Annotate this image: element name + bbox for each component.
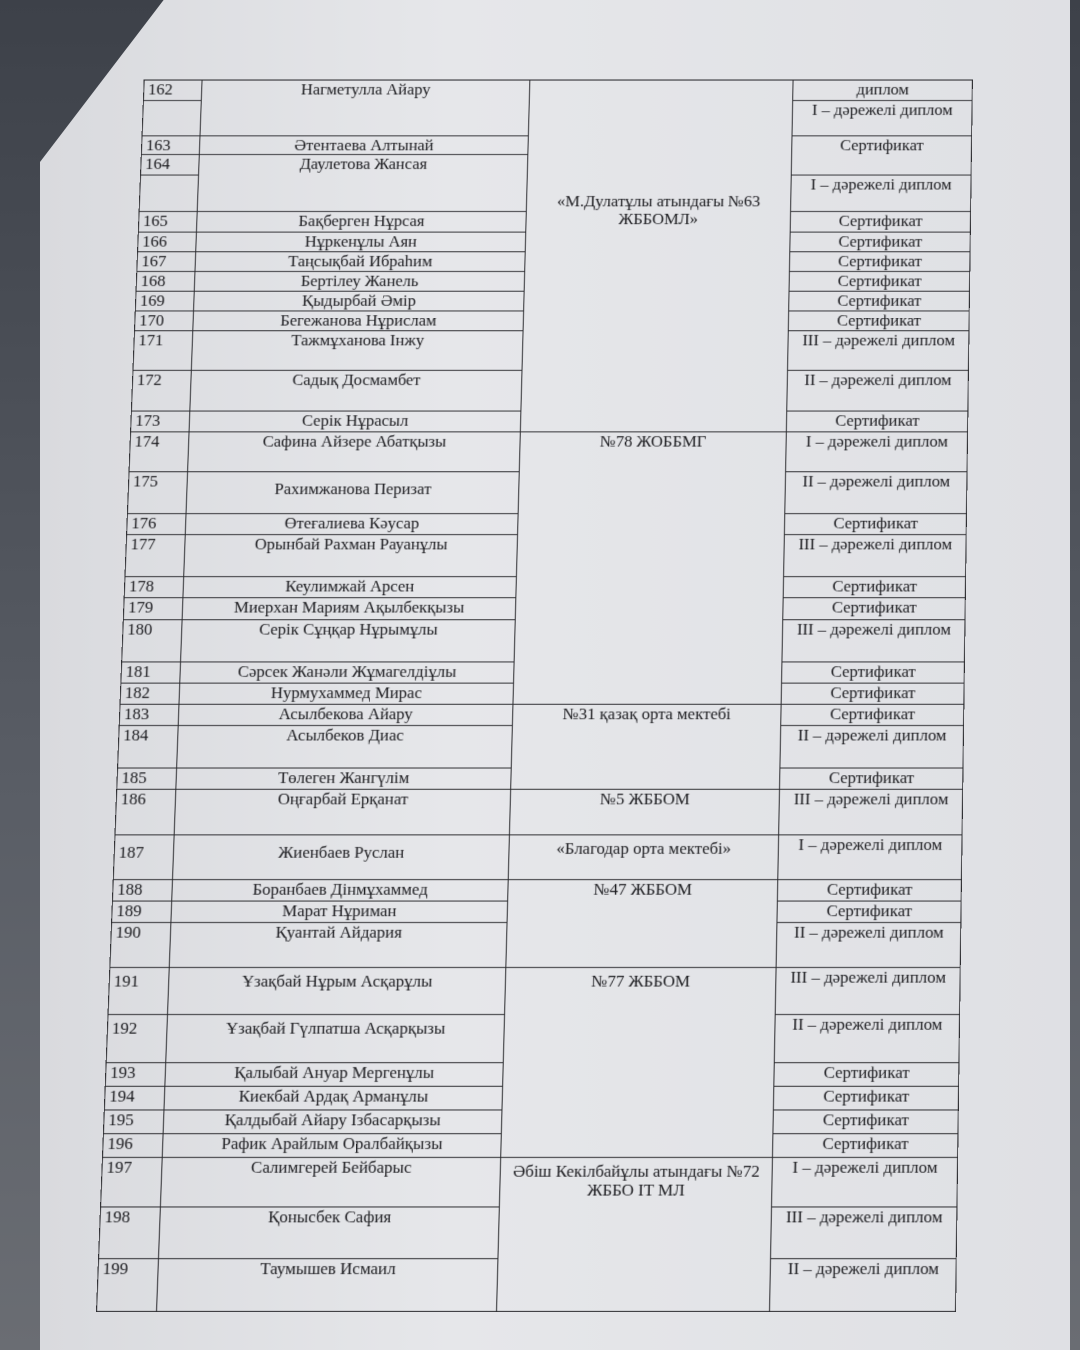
row-number: 181 <box>121 662 181 683</box>
award-cell: Сертификат <box>774 1086 959 1110</box>
student-name: Ұзақбай Гүлпатша Асқарқызы <box>166 1015 504 1062</box>
student-name: Ұзақбай Нұрым Асқарұлы <box>168 968 506 1015</box>
row-number: 175 <box>127 472 188 514</box>
row-number: 179 <box>123 598 183 619</box>
award-cell: Сертификат <box>780 768 963 789</box>
school-cell: Әбіш Кекілбайұлы атындағы №72 ЖББО IT МЛ <box>496 1157 772 1311</box>
student-name: Рафик Арайлым Оралбайқызы <box>163 1134 502 1158</box>
award-cell: Сертификат <box>790 252 970 272</box>
student-name: Қалдыбай Айару Ізбасарқызы <box>164 1110 502 1134</box>
award-cell: I – дәрежелі диплом <box>792 101 972 137</box>
table-row <box>129 432 968 472</box>
award-cell: I – дәрежелі диплом <box>778 834 962 879</box>
student-name: Оңғарбай Ерқанат <box>175 790 511 835</box>
table-row <box>115 790 963 835</box>
student-name: Даулетова Жансая <box>198 155 528 211</box>
student-name: Асылбеков Диас <box>177 726 512 769</box>
row-number: 191 <box>108 968 170 1015</box>
row-number: 195 <box>103 1110 164 1134</box>
student-name: Бақберген Нұрсая <box>197 211 526 232</box>
student-name: Тажмұханова Інжу <box>192 331 523 371</box>
award-cell: Сертификат <box>781 704 964 725</box>
student-name: Қонысбек Сафия <box>159 1207 499 1259</box>
award-cell: II – дәрежелі диплом <box>776 922 960 967</box>
award-cell: II – дәрежелі диплом <box>775 1015 960 1062</box>
row-number: 166 <box>138 232 197 252</box>
student-name: Таңсықбай Ибраһим <box>195 252 525 272</box>
row-number: 199 <box>97 1259 159 1311</box>
student-name: Бертілеу Жанель <box>195 271 525 291</box>
school-cell: №5 ЖББОМ <box>509 790 780 835</box>
student-name: Марат Нұриман <box>171 901 507 923</box>
school-cell: «Благодар орта мектебі» <box>508 834 779 879</box>
student-name: Нагметулла Айару <box>200 80 529 136</box>
row-number: 190 <box>110 922 171 967</box>
award-cell: I – дәрежелі диплом <box>786 432 968 472</box>
award-cell: Сертификат <box>781 683 964 704</box>
student-name: Серік Нұрасыл <box>189 411 520 432</box>
award-cell: Сертификат <box>789 271 969 291</box>
award-cell: Сертификат <box>778 879 962 901</box>
student-name: Сафина Айзере Абатқызы <box>188 432 520 472</box>
student-name: Бегежанова Нұрислам <box>193 311 523 331</box>
student-name: Төлеген Жангүлім <box>176 768 511 789</box>
award-cell: II – дәрежелі диплом <box>787 371 968 411</box>
row-number: 194 <box>104 1086 165 1110</box>
award-cell: Сертификат <box>783 598 965 619</box>
row-number: 164 <box>141 155 200 176</box>
student-name: Әтентаева Алтынай <box>200 136 528 155</box>
row-number: 198 <box>99 1207 161 1259</box>
award-cell: III – дәрежелі диплом <box>784 535 966 577</box>
row-number: 180 <box>122 619 183 661</box>
row-number: 165 <box>138 211 197 232</box>
award-cell: Сертификат <box>774 1062 959 1086</box>
school-cell: №77 ЖББОМ <box>501 968 777 1158</box>
student-name: Нурмухаммед Мирас <box>179 683 513 704</box>
table-row <box>108 968 960 1015</box>
table-row <box>113 834 962 879</box>
row-number: 170 <box>134 311 193 331</box>
student-name: Қалыбай Ануар Мергенұлы <box>165 1062 503 1086</box>
award-cell: III – дәрежелі диплом <box>771 1207 957 1259</box>
award-cell: Сертификат <box>787 411 968 432</box>
student-name: Кеулимжай Арсен <box>183 577 516 598</box>
row-number <box>142 101 202 137</box>
award-cell: I – дәрежелі диплом <box>791 175 971 211</box>
student-name: Нұркенұлы Аян <box>196 232 525 252</box>
award-cell: III – дәрежелі диплом <box>782 619 965 661</box>
award-cell: диплом <box>793 80 972 101</box>
student-name: Серік Сұңқар Нұрымұлы <box>181 619 515 661</box>
student-name: Киекбай Ардақ Арманұлы <box>164 1086 502 1110</box>
award-cell: III – дәрежелі диплом <box>776 968 961 1015</box>
student-name: Миерхан Мариям Ақылбекқызы <box>183 598 516 619</box>
award-cell: II – дәрежелі диплом <box>780 726 963 769</box>
award-cell: II – дәрежелі диплом <box>785 472 967 514</box>
table-row <box>119 704 964 725</box>
table-row <box>101 1157 958 1207</box>
award-cell: Сертификат <box>777 901 961 923</box>
row-number: 163 <box>141 136 200 155</box>
row-number: 178 <box>124 577 184 598</box>
award-cell: Сертификат <box>792 136 972 175</box>
school-cell: №47 ЖББОМ <box>506 879 778 967</box>
student-name: Сәрсек Жанәли Жұмагелдіұлы <box>180 662 514 683</box>
student-name: Садық Досмамбет <box>190 371 522 411</box>
award-cell: Сертификат <box>789 291 970 311</box>
award-cell: Сертификат <box>790 232 970 252</box>
school-cell: №31 қазақ орта мектебі <box>510 704 781 789</box>
award-cell: Сертификат <box>785 514 967 535</box>
row-number: 168 <box>136 271 195 291</box>
row-number: 192 <box>106 1015 168 1062</box>
award-cell: Сертификат <box>790 211 970 232</box>
row-number: 176 <box>127 514 187 535</box>
row-number: 185 <box>117 768 177 789</box>
row-number: 184 <box>118 726 179 769</box>
student-name: Асылбекова Айару <box>179 704 513 725</box>
student-name: Жиенбаев Руслан <box>173 834 509 879</box>
row-number: 173 <box>131 411 191 432</box>
row-number <box>139 175 199 211</box>
row-number: 174 <box>129 432 189 472</box>
row-number: 187 <box>113 834 174 879</box>
student-name: Қуантай Айдария <box>170 922 507 967</box>
award-cell: I – дәрежелі диплом <box>772 1157 958 1207</box>
row-number: 177 <box>125 535 186 577</box>
school-cell: №78 ЖОББМГ <box>513 432 787 705</box>
row-number: 196 <box>102 1134 163 1158</box>
award-cell: Сертификат <box>783 577 965 598</box>
school-cell: «М.Дулатұлы атындағы №63 ЖББОМЛ» <box>520 80 793 431</box>
row-number: 169 <box>135 291 194 311</box>
award-cell: Сертификат <box>789 311 970 331</box>
student-name: Рахимжанова Перизат <box>186 472 519 514</box>
row-number: 182 <box>120 683 180 704</box>
student-name: Боранбаев Дінмұхаммед <box>172 879 508 901</box>
row-number: 167 <box>137 252 196 272</box>
student-name: Таумышев Исмаил <box>157 1259 498 1311</box>
row-number: 183 <box>119 704 179 725</box>
row-number: 189 <box>112 901 173 923</box>
results-table <box>96 80 973 1312</box>
row-number: 162 <box>143 80 202 101</box>
row-number: 172 <box>131 371 191 411</box>
award-cell: Сертификат <box>773 1134 958 1158</box>
row-number: 171 <box>133 331 193 371</box>
row-number: 193 <box>105 1062 166 1086</box>
award-cell: III – дәрежелі диплом <box>788 331 969 371</box>
award-cell: II – дәрежелі диплом <box>770 1259 956 1311</box>
row-number: 186 <box>115 790 176 835</box>
row-number: 197 <box>101 1157 163 1207</box>
student-name: Өтеғалиева Кәусар <box>186 514 518 535</box>
student-name: Қыдырбай Әмір <box>194 291 524 311</box>
award-cell: Сертификат <box>773 1110 958 1134</box>
award-cell: Сертификат <box>782 662 965 683</box>
student-name: Орынбай Рахман Рауанұлы <box>184 535 517 577</box>
row-number: 188 <box>112 879 172 901</box>
table-row <box>112 879 961 901</box>
award-cell: III – дәрежелі диплом <box>779 790 963 835</box>
student-name: Салимгерей Бейбарыс <box>161 1157 501 1207</box>
table-row <box>143 80 972 101</box>
